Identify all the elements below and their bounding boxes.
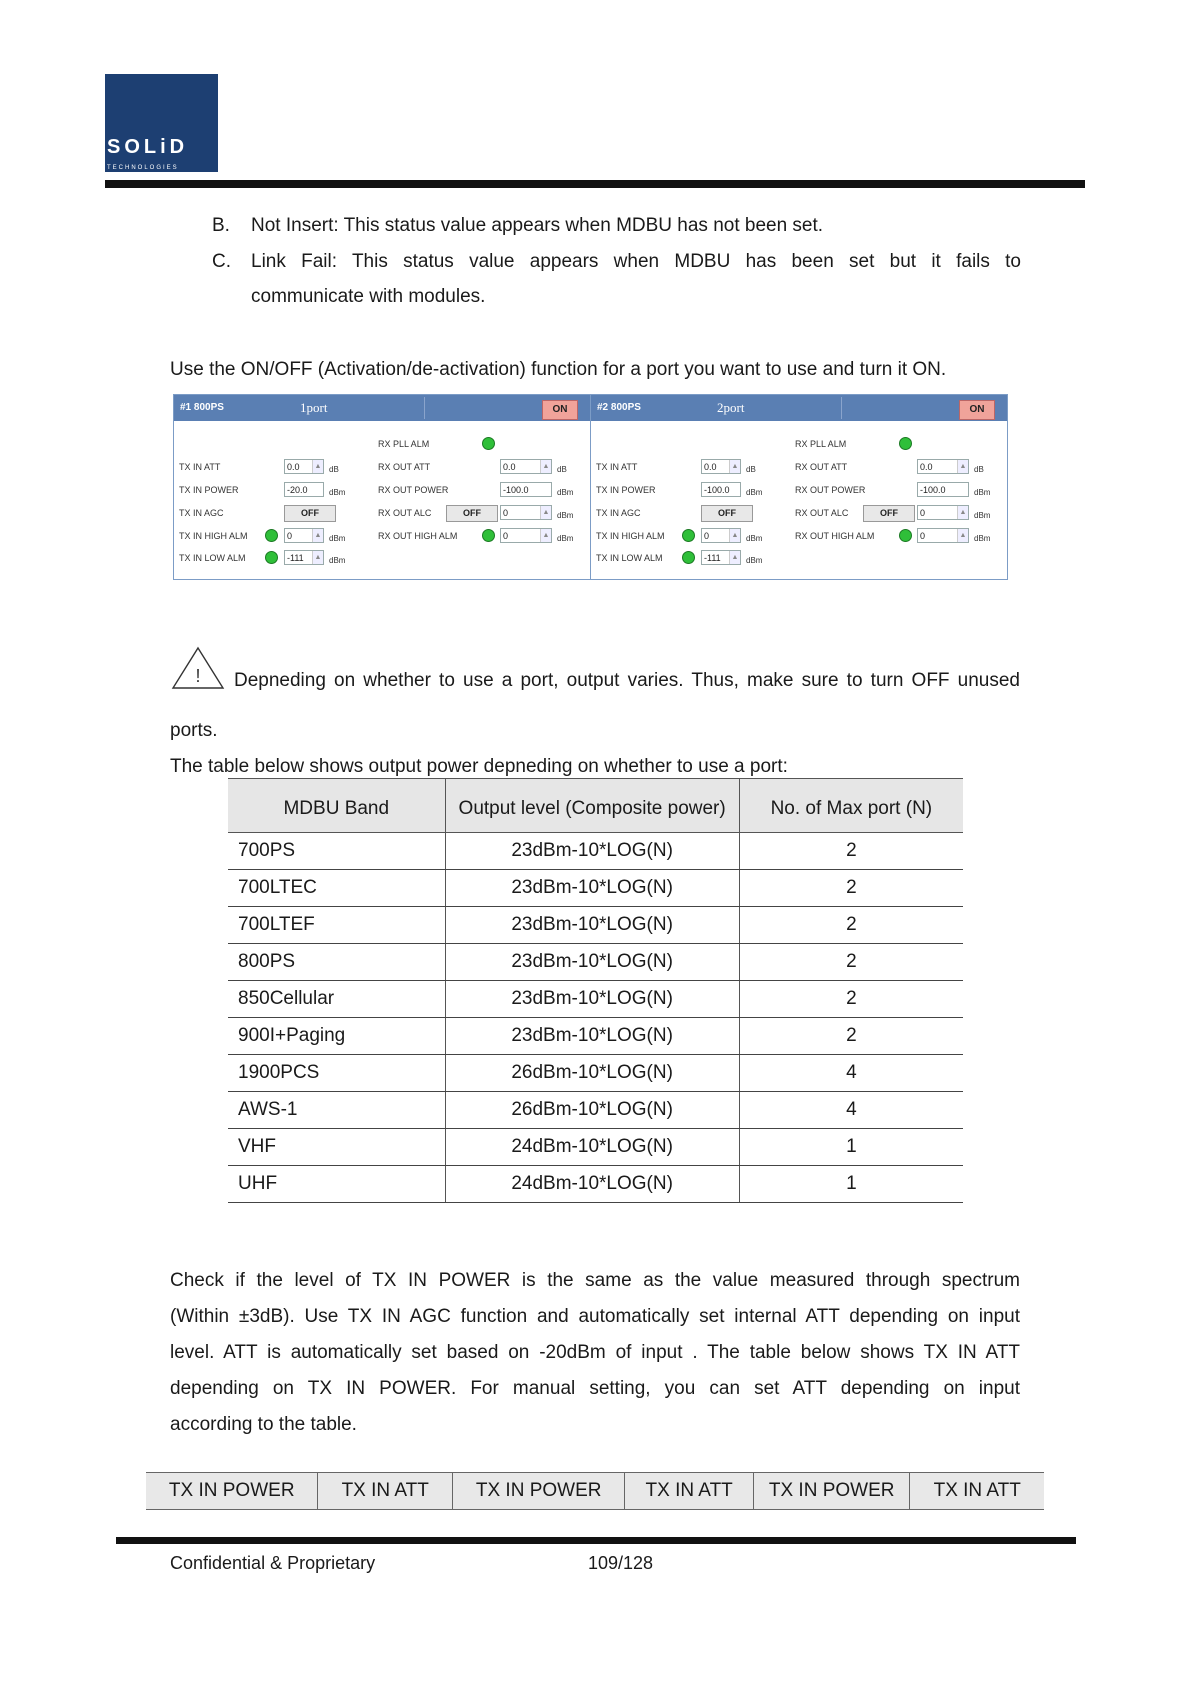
band-cell: VHF [228,1129,445,1166]
col-header-tx-in-power: TX IN POWER [168,1480,295,1501]
tx-in-power-field[interactable]: -100.0 [701,482,741,497]
max-port-cell: 2 [739,944,963,981]
port-on-button[interactable]: ON [959,400,995,420]
table-row [228,944,963,981]
tx-in-high-alm-unit: dBm [746,534,763,543]
tx-in-high-alm-unit: dBm [329,534,346,543]
rx-out-alc-off-button[interactable]: OFF [446,505,498,522]
tx-in-power-unit: dBm [329,488,346,497]
output-cell: 24dBm-10*LOG(N) [445,1129,739,1166]
tx-in-agc-label: TX IN AGC [179,508,224,518]
tx-in-low-alm-field[interactable]: -111 ▲ [284,550,324,565]
band-output-table [228,778,963,1203]
tx-in-power-field[interactable]: -20.0 [284,482,324,497]
footer-rule [116,1537,1076,1544]
list-item-c-line2: communicate with modules. [251,286,486,307]
tx-in-high-alm-field[interactable]: 0 ▲ [701,528,741,543]
col-header-max-port: No. of Max port (N) [739,779,963,833]
table-header-row [228,779,963,833]
list-item-c-line1: Link Fail: This status value appears when MDBU has been set but it fails to [251,251,1021,272]
panel-titlebar [174,395,590,421]
band-cell: 700LTEC [228,870,445,907]
band-cell: 800PS [228,944,445,981]
check-para-line4: depending on TX IN POWER. For manual setting, you can set ATT depending on input [170,1378,1020,1399]
footer-page-number: 109/128 [588,1553,654,1573]
rx-out-att-field[interactable]: 0.0 ▲ [917,459,969,474]
output-cell: 23dBm-10*LOG(N) [445,870,739,907]
port-panel-1 [173,394,591,580]
tx-in-att-label: TX IN ATT [179,462,221,472]
output-cell: 23dBm-10*LOG(N) [445,833,739,870]
output-cell: 23dBm-10*LOG(N) [445,1018,739,1055]
tx-in-high-alm-led [682,529,695,542]
table-row [228,1129,963,1166]
tx-in-power-unit: dBm [746,488,763,497]
panel-id: #2 800PS [597,402,641,413]
titlebar-divider [841,397,842,419]
max-port-cell: 2 [739,981,963,1018]
tx-in-low-alm-unit: dBm [329,556,346,565]
rx-out-power-unit: dBm [557,488,574,497]
band-cell: AWS-1 [228,1092,445,1129]
solid-logo [105,74,218,172]
tx-in-low-alm-label: TX IN LOW ALM [179,553,246,563]
col-header-tx-in-att: TX IN ATT [318,1473,452,1510]
panel-port: 1port [300,400,328,415]
table-row [228,1166,963,1203]
rx-out-alc-field[interactable]: 0 ▲ [500,505,552,520]
output-cell: 26dBm-10*LOG(N) [445,1055,739,1092]
rx-out-high-alm-led [482,529,495,542]
tx-in-att-field[interactable]: 0.0 ▲ [701,459,741,474]
max-port-cell: 2 [739,833,963,870]
rx-out-high-alm-unit: dBm [557,534,574,543]
warning-triangle-icon [171,646,225,690]
max-port-cell: 4 [739,1092,963,1129]
rx-out-alc-off-button[interactable]: OFF [863,505,915,522]
rx-pll-alm-led [482,437,495,450]
max-port-cell: 4 [739,1055,963,1092]
list-item-b: Not Insert: This status value appears when MDBU has not been set. [251,215,824,236]
rx-out-power-field[interactable]: -100.0 [917,482,969,497]
att-table-header [146,1472,1044,1510]
rx-pll-alm-label: RX PLL ALM [795,439,847,449]
rx-out-power-label: RX OUT POWER [795,485,866,495]
rx-out-alc-label: RX OUT ALC [795,508,849,518]
list-marker-c: C. [212,251,231,272]
rx-out-high-alm-led [899,529,912,542]
col-header-tx-in-att: TX IN ATT [910,1473,1044,1510]
rx-out-alc-unit: dBm [557,511,574,520]
output-cell: 23dBm-10*LOG(N) [445,944,739,981]
panel-id: #1 800PS [180,402,224,413]
tx-in-low-alm-led [265,551,278,564]
table-row [228,870,963,907]
tx-in-low-alm-led [682,551,695,564]
table-row [228,981,963,1018]
col-header-band: MDBU Band [228,779,445,833]
logo-subtext: TECHNOLOGIES [107,165,179,171]
tx-in-att-label: TX IN ATT [596,462,638,472]
table-row [228,1092,963,1129]
titlebar-divider [424,397,425,419]
output-cell: 23dBm-10*LOG(N) [445,907,739,944]
tx-in-att-unit: dB [329,465,339,474]
check-para-line1: Check if the level of TX IN POWER is the same as the value measured through spectrum [170,1270,1020,1291]
output-cell: 23dBm-10*LOG(N) [445,981,739,1018]
port-on-button[interactable]: ON [542,400,578,420]
rx-out-alc-label: RX OUT ALC [378,508,432,518]
svg-text:!: ! [195,666,201,686]
rx-out-att-field[interactable]: 0.0 ▲ [500,459,552,474]
tx-in-agc-label: TX IN AGC [596,508,641,518]
band-cell: UHF [228,1166,445,1203]
tx-in-att-field[interactable]: 0.0 ▲ [284,459,324,474]
warning-text-line2: ports. [170,720,218,741]
table-row [228,1018,963,1055]
rx-out-high-alm-label: RX OUT HIGH ALM [795,531,875,541]
tx-in-power-label: TX IN POWER [596,485,656,495]
rx-out-att-label: RX OUT ATT [795,462,848,472]
rx-out-att-unit: dB [974,465,984,474]
table-row [228,833,963,870]
table-row [228,1055,963,1092]
rx-pll-alm-label: RX PLL ALM [378,439,430,449]
rx-out-high-alm-field[interactable]: 0 ▲ [917,528,969,543]
list-marker-b: B. [212,215,230,236]
band-cell: 1900PCS [228,1055,445,1092]
check-para-line2: (Within ±3dB). Use TX IN AGC function and automatically set internal ATT depending on input [170,1306,1020,1327]
table-header-row [146,1473,1044,1510]
tx-in-att-unit: dB [746,465,756,474]
rx-out-alc-unit: dBm [974,511,991,520]
col-header-output: Output level (Composite power) [445,779,739,833]
intro-text: Use the ON/OFF (Activation/de-activation) function for a port you want to use and turn it ON. [170,359,947,380]
max-port-cell: 1 [739,1166,963,1203]
rx-out-power-unit: dBm [974,488,991,497]
tx-in-low-alm-label: TX IN LOW ALM [596,553,663,563]
tx-in-power-label: TX IN POWER [179,485,239,495]
rx-out-high-alm-field[interactable]: 0 ▲ [500,528,552,543]
max-port-cell: 1 [739,1129,963,1166]
band-cell: 700PS [228,833,445,870]
header-rule [105,180,1085,188]
rx-out-att-unit: dB [557,465,567,474]
rx-out-high-alm-unit: dBm [974,534,991,543]
max-port-cell: 2 [739,870,963,907]
rx-out-power-label: RX OUT POWER [378,485,449,495]
max-port-cell: 2 [739,907,963,944]
col-header-tx-in-power: TX IN POWER [452,1473,624,1510]
band-cell: 850Cellular [228,981,445,1018]
rx-out-power-field[interactable]: -100.0 [500,482,552,497]
col-header-tx-in-power: TX IN POWER [753,1473,910,1510]
footer-confidential: Confidential & Proprietary [170,1553,376,1573]
panel-titlebar [591,395,1007,421]
tx-in-high-alm-label: TX IN HIGH ALM [179,531,248,541]
tx-in-agc-off-button[interactable]: OFF [284,505,336,522]
output-cell: 26dBm-10*LOG(N) [445,1092,739,1129]
rx-out-att-label: RX OUT ATT [378,462,431,472]
tx-in-high-alm-field[interactable]: 0 ▲ [284,528,324,543]
port-panel-2 [590,394,1008,580]
logo-wordmark: SOLiD [107,136,189,158]
max-port-cell: 2 [739,1018,963,1055]
band-cell: 900I+Paging [228,1018,445,1055]
table-intro: The table below shows output power depneding on whether to use a port: [170,756,788,777]
rx-out-high-alm-label: RX OUT HIGH ALM [378,531,458,541]
band-cell: 700LTEF [228,907,445,944]
output-cell: 24dBm-10*LOG(N) [445,1166,739,1203]
rx-out-alc-field[interactable]: 0 ▲ [917,505,969,520]
tx-in-agc-off-button[interactable]: OFF [701,505,753,522]
tx-in-low-alm-unit: dBm [746,556,763,565]
check-para-line3: level. ATT is automatically set based on -20dBm of input . The table below shows TX IN ATT [170,1342,1020,1363]
table-row [228,907,963,944]
check-para-line5: according to the table. [170,1414,357,1435]
rx-pll-alm-led [899,437,912,450]
warning-text-line1: Depneding on whether to use a port, output varies. Thus, make sure to turn OFF unused [234,670,1020,691]
tx-in-high-alm-label: TX IN HIGH ALM [596,531,665,541]
tx-in-high-alm-led [265,529,278,542]
panel-port: 2port [717,400,745,415]
tx-in-low-alm-field[interactable]: -111 ▲ [701,550,741,565]
col-header-tx-in-att: TX IN ATT [625,1473,754,1510]
